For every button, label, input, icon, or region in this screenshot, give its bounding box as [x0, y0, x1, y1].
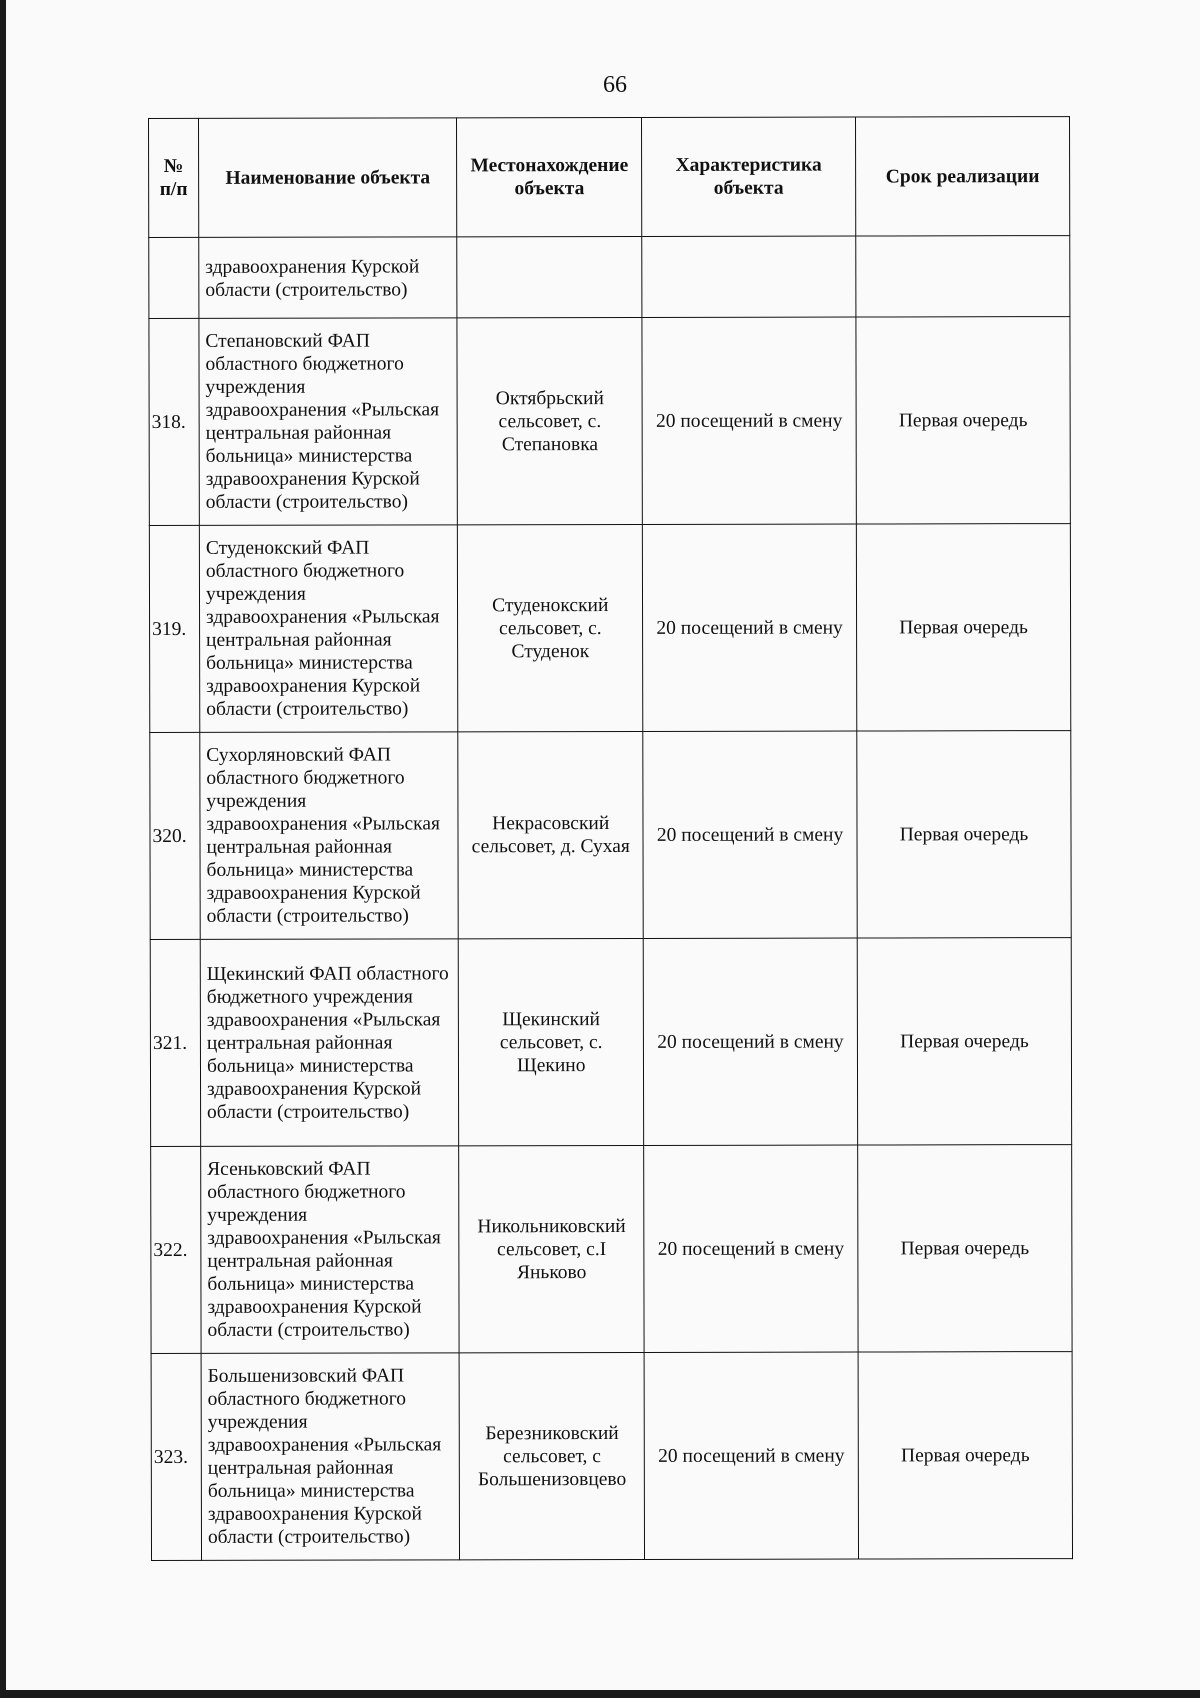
table-row: [151, 1352, 1072, 1561]
cell-location: Щекинский сельсовет, с. Щекино: [459, 938, 644, 1145]
table-row: [149, 317, 1070, 526]
scan-left-edge: [0, 0, 6, 1698]
cell-name: Щекинский ФАП областного бюджетного учреждения здравоохранения «Рыльская центральная районная больница» министерства здравоохранения Курской области (строительство): [200, 939, 459, 1147]
cell-name: Сухорляновский ФАП областного бюджетного учреждения здравоохранения «Рыльская центральная районная больница» министерства здравоохранения Курской области (строительство): [200, 732, 459, 940]
cell-characteristic: 20 посещений в смену: [643, 938, 857, 1145]
cell-location: Некрасовский сельсовет, д. Сухая: [458, 731, 643, 938]
cell-location: Березниковский сельсовет, с Большенизовцево: [460, 1352, 645, 1559]
cell-term: Первая очередь: [856, 524, 1070, 731]
page-number: 66: [603, 72, 627, 98]
cell-location: Студенокский сельсовет, с. Студенок: [458, 524, 643, 731]
cell-name: здравоохранения Курской области (строительство): [199, 237, 458, 319]
table-header-row: [149, 117, 1070, 238]
cell-term: Первая очередь: [856, 317, 1070, 524]
cell-term: Первая очередь: [858, 1145, 1072, 1352]
header-num: № п/п: [149, 118, 199, 237]
cell-characteristic: 20 посещений в смену: [642, 317, 856, 524]
header-characteristic: Характеристика объекта: [642, 117, 856, 236]
cell-characteristic: 20 посещений в смену: [644, 1145, 858, 1352]
header-location: Местонахождение объекта: [457, 117, 642, 236]
cell-term: Первая очередь: [857, 938, 1071, 1145]
table-row: [149, 524, 1070, 733]
objects-table: [148, 116, 1073, 1561]
cell-location: Октябрьский сельсовет, с. Степановка: [457, 317, 642, 524]
cell-location: [457, 236, 642, 317]
table-row: [150, 731, 1071, 940]
cell-num: 321.: [150, 939, 200, 1146]
table-row: [150, 938, 1071, 1147]
cell-characteristic: [642, 236, 856, 317]
header-term: Срок реализации: [856, 117, 1070, 236]
table-row: [151, 1145, 1072, 1354]
cell-num: 318.: [149, 318, 199, 525]
cell-term: [856, 236, 1070, 317]
cell-name: Ясеньковский ФАП областного бюджетного учреждения здравоохранения «Рыльская центральная районная больница» министерства здравоохранения Курской области (строительство): [201, 1146, 460, 1354]
cell-name: Большенизовский ФАП областного бюджетного учреждения здравоохранения «Рыльская центральная районная больница» министерства здравоохранения Курской области (строительство): [201, 1353, 460, 1561]
cell-characteristic: 20 посещений в смену: [642, 524, 856, 731]
scan-bottom-edge: [0, 1690, 1200, 1698]
cell-characteristic: 20 посещений в смену: [644, 1352, 858, 1559]
cell-num: [149, 237, 199, 318]
cell-name: Студенокский ФАП областного бюджетного учреждения здравоохранения «Рыльская центральная районная больница» министерства здравоохранения Курской области (строительство): [199, 525, 458, 733]
cell-num: 322.: [151, 1146, 201, 1353]
cell-term: Первая очередь: [858, 1352, 1072, 1559]
cell-term: Первая очередь: [857, 731, 1071, 938]
cell-num: 319.: [149, 525, 199, 732]
cell-location: Никольниковский сельсовет, с.I Яньково: [459, 1145, 644, 1352]
cell-num: 320.: [150, 732, 200, 939]
cell-name: Степановский ФАП областного бюджетного учреждения здравоохранения «Рыльская центральная районная больница» министерства здравоохранения Курской области (строительство): [199, 318, 458, 526]
table-row-continuation: [149, 236, 1070, 319]
cell-num: 323.: [151, 1353, 201, 1560]
header-name: Наименование объекта: [198, 118, 457, 238]
cell-characteristic: 20 посещений в смену: [643, 731, 857, 938]
